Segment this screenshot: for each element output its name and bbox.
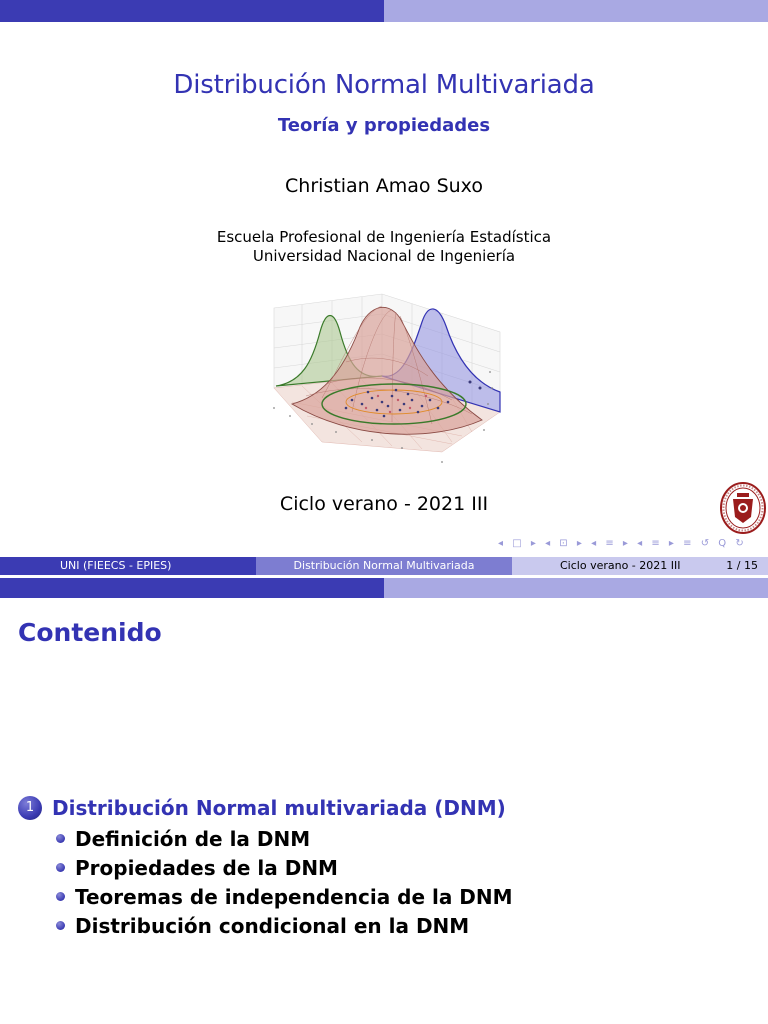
nav-symbol[interactable]: □ xyxy=(512,538,523,549)
headline-bar xyxy=(0,578,768,598)
toc-section-label: Distribución Normal multivariada (DNM) xyxy=(52,796,506,820)
section-number-ball: 1 xyxy=(18,796,42,820)
toc-subsection[interactable] xyxy=(56,824,513,853)
nav-symbol[interactable]: ≡ xyxy=(605,538,615,549)
footline-title: Distribución Normal Multivariada xyxy=(256,557,512,575)
footline-author xyxy=(0,557,256,575)
toc-subsection-label: Teoremas de independencia de la DNM xyxy=(75,884,513,909)
nav-symbol[interactable]: ≡ xyxy=(651,538,661,549)
nav-symbol[interactable]: ◂ xyxy=(637,538,644,549)
bullet-icon xyxy=(56,921,65,930)
footline-page-number: 1 / 15 xyxy=(726,559,758,572)
toc-subsection[interactable] xyxy=(56,911,513,940)
nav-symbol[interactable]: ◂ xyxy=(545,538,552,549)
headline-bar-left xyxy=(0,0,384,22)
author-name: Christian Amao Suxo xyxy=(285,175,483,197)
nav-symbol[interactable]: ▸ xyxy=(668,538,675,549)
footline xyxy=(0,557,768,575)
nav-symbol[interactable]: ▸ xyxy=(622,538,629,549)
toc-subsection[interactable] xyxy=(56,853,513,882)
toc-subsection-label: Definición de la DNM xyxy=(75,826,311,851)
institution-school: Escuela Profesional de Ingeniería Estadística xyxy=(216,228,552,246)
university-seal-icon xyxy=(719,481,767,535)
nav-symbol[interactable]: ↻ xyxy=(735,538,745,549)
presentation-date: Ciclo verano - 2021 III xyxy=(279,493,489,515)
footline-author-text: UNI (FIEECS - EPIES) xyxy=(60,559,172,572)
headline-bar-left xyxy=(0,578,384,598)
nav-symbol[interactable]: ↺ xyxy=(700,538,711,549)
frame-title: Contenido xyxy=(18,618,162,647)
nav-symbol[interactable]: ▸ xyxy=(530,538,537,549)
bivariate-normal-3d-plot xyxy=(262,292,506,470)
toc-subsection-list xyxy=(56,824,513,940)
nav-symbol[interactable]: ◂ xyxy=(591,538,598,549)
headline-bar-right xyxy=(384,0,768,22)
toc-subsection-label: Distribución condicional en la DNM xyxy=(75,913,470,938)
beamer-navigation-symbols[interactable] xyxy=(498,538,764,552)
nav-symbol[interactable]: Q xyxy=(718,538,728,549)
nav-symbol[interactable]: ▸ xyxy=(576,538,583,549)
bullet-icon xyxy=(56,863,65,872)
nav-symbol[interactable]: ≡ xyxy=(683,538,693,549)
headline-bar xyxy=(0,0,768,22)
bullet-icon xyxy=(56,892,65,901)
presentation-subtitle: Teoría y propiedades xyxy=(277,115,491,136)
footline-date: Ciclo verano - 2021 III xyxy=(560,559,681,572)
toc-subsection[interactable] xyxy=(56,882,513,911)
toc-subsection-label: Propiedades de la DNM xyxy=(75,855,338,880)
nav-symbol[interactable]: ⊡ xyxy=(559,538,569,549)
headline-bar-right xyxy=(384,578,768,598)
nav-symbol[interactable]: ◂ xyxy=(498,538,505,549)
contents-slide xyxy=(0,578,768,1024)
bullet-icon xyxy=(56,834,65,843)
toc-section[interactable] xyxy=(18,796,506,820)
presentation-title: Distribución Normal Multivariada xyxy=(173,70,595,100)
footline-date-page xyxy=(512,557,768,575)
institution-university: Universidad Nacional de Ingeniería xyxy=(252,247,516,265)
